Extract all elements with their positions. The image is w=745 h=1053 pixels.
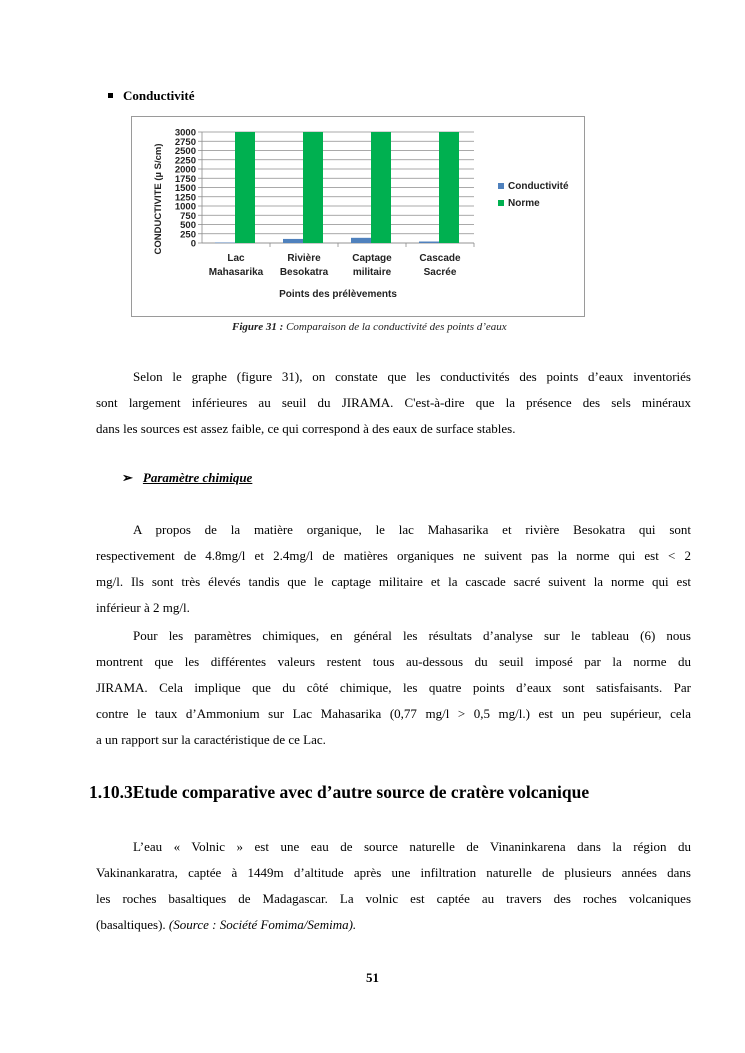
chart-canvas — [132, 117, 584, 316]
y-tick-label: 500 — [180, 220, 196, 231]
section-bullet-heading: Conductivité — [108, 88, 195, 104]
text-line: montrent que les différentes valeurs restent tous au-dessous du seuil imposé par la norme du — [96, 654, 691, 669]
bar-norme — [439, 132, 459, 243]
y-tick-label: 750 — [180, 210, 196, 222]
y-tick-label: 3000 — [174, 127, 196, 139]
bar-norme — [371, 132, 391, 243]
conductivity-chart — [131, 116, 585, 317]
text-line: Vakinankaratra, captée à 1449m d’altitude après une infiltration naturelle de plusieurs années dans — [96, 865, 691, 880]
y-tick-label: 0 — [190, 238, 196, 250]
y-tick-label: 2750 — [174, 136, 196, 148]
text-line: A propos de la matière organique, le lac Mahasarika et rivière Besokatra qui sont — [133, 522, 691, 537]
paragraph-chemical-parameters — [96, 623, 691, 753]
bar-norme — [303, 132, 323, 243]
paragraph-volnic — [96, 834, 691, 938]
x-tick-label: Captage — [352, 253, 392, 264]
y-axis-label: CONDUCTIVITE (µ S/cm) — [153, 143, 164, 255]
x-tick-label: Sacrée — [423, 267, 457, 278]
bar-conductivité — [283, 239, 303, 243]
legend-swatch — [498, 200, 504, 206]
subheading-chemical: ➢ Paramètre chimique — [122, 470, 253, 485]
source-citation: (Source : Société Fomima/Semima). — [168, 917, 357, 932]
bar-conductivité — [215, 243, 235, 244]
bar-norme — [235, 132, 255, 243]
legend-label: Norme — [508, 198, 540, 209]
x-tick-label: Besokatra — [279, 267, 329, 278]
paragraph-organic-matter — [96, 517, 691, 621]
text-line: JIRAMA. Cela implique que du côté chimique, les quatre points d’eaux sont satisfaisants. Par — [96, 680, 691, 695]
text-line: respectivement de 4.8mg/l et 2.4mg/l de matières organiques ne suivent pas la norme qui est < 2 — [96, 548, 691, 563]
text-line: (basaltiques). (Source : Société Fomima/Semima). — [96, 917, 357, 932]
text-line: L’eau « Volnic » est une eau de source naturelle de Vinaninkarena dans la région du — [133, 839, 691, 854]
bar-conductivité — [419, 242, 439, 243]
text-line: inférieur à 2 mg/l. — [96, 600, 190, 615]
caption-label: Figure 31 : — [232, 321, 284, 333]
y-tick-label: 1250 — [174, 192, 196, 204]
bar-conductivité — [351, 238, 371, 243]
legend-swatch — [498, 183, 504, 189]
y-tick-label: 1500 — [174, 183, 196, 194]
x-tick-label: Lac — [227, 253, 245, 264]
y-tick-label: 1000 — [174, 201, 196, 213]
text-line: contre le taux d’Ammonium sur Lac Mahasarika (0,77 mg/l > 0,5 mg/l.) est un peu supérieur, cela — [96, 706, 691, 721]
caption-text: Comparaison de la conductivité des points d’eaux — [286, 321, 507, 333]
text-line: les roches basaltiques de Madagascar. La volnic est captée au travers des roches volcaniques — [96, 891, 691, 906]
y-tick-label: 2500 — [174, 146, 196, 157]
legend-label: Conductivité — [508, 181, 569, 192]
x-tick-label: Cascade — [419, 253, 461, 264]
x-axis-label: Points des prélèvements — [279, 289, 397, 300]
paragraph-graph-analysis — [96, 364, 691, 442]
square-bullet-icon — [108, 93, 113, 98]
text-line: sont largement inférieures au seuil du JIRAMA. C'est-à-dire que la présence des sels minéraux — [96, 395, 691, 410]
x-tick-label: Rivière — [287, 253, 321, 264]
section-heading: 1.10.3Etude comparative avec d’autre source de cratère volcanique — [89, 782, 590, 802]
arrow-bullet-icon: ➢ — [122, 470, 133, 485]
text-line: dans les sources est assez faible, ce qui correspond à des eaux de surface stables. — [96, 421, 516, 436]
figure-caption — [232, 321, 507, 333]
x-tick-label: Mahasarika — [208, 267, 264, 278]
y-tick-label: 2250 — [174, 155, 196, 167]
text-line: Pour les paramètres chimiques, en général les résultats d’analyse sur le tableau (6) nous — [133, 628, 691, 643]
text-line: Selon le graphe (figure 31), on constate que les conductivités des points d’eaux inventoriés — [133, 369, 691, 384]
text-line: a un rapport sur la caractéristique de ce Lac. — [96, 732, 326, 747]
page-number: 51 — [366, 970, 379, 985]
text-line: mg/l. Ils sont très élevés tandis que le captage militaire et la cascade sacré suivent la norme qui est — [96, 574, 691, 589]
x-tick-label: militaire — [352, 267, 392, 278]
y-tick-label: 2000 — [174, 164, 196, 176]
y-tick-label: 1750 — [174, 173, 196, 185]
y-tick-label: 250 — [180, 229, 196, 241]
